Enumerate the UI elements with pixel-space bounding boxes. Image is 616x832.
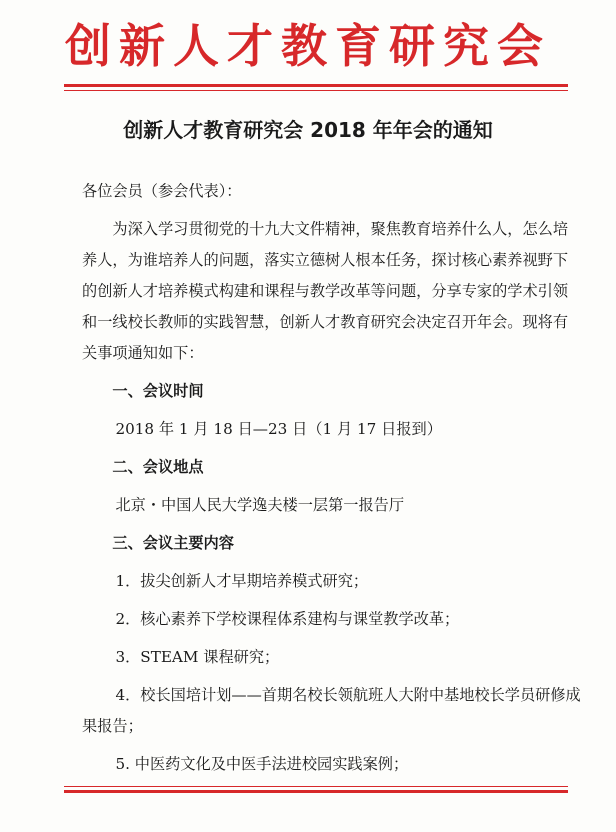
content-item: 4．校长国培计划——首期名校长领航班人大附中基地校长学员研修成果报告； <box>82 686 581 735</box>
footer-rule-thick <box>64 790 568 793</box>
section-heading-venue: 二、会议地点 <box>112 458 204 476</box>
section-content-time: 2018 年 1 月 18 日—23 日（1 月 17 日报到） <box>115 420 442 438</box>
content-item: 3．STEAM 课程研究； <box>115 648 280 666</box>
section-content-venue: 北京・中国人民大学逸夫楼一层第一报告厅 <box>115 496 404 514</box>
content-item: 2．核心素养下学校课程体系建构与课堂教学改革； <box>115 610 460 628</box>
notice-title: 创新人才教育研究会 2018 年年会的通知 <box>123 118 493 142</box>
letterhead-org-name: 创新人才教育研究会 <box>65 19 551 73</box>
footer-rule-thin <box>64 786 568 787</box>
letterhead-rule-thick <box>64 84 568 87</box>
content-item: 5. 中医药文化及中医手法进校园实践案例； <box>115 755 409 773</box>
intro-paragraph: 为深入学习贯彻党的十九大文件精神，聚焦教育培养什么人，怎么培养人，为谁培养人的问题，落实立德树人根本任务，探讨核心素养视野下的创新人才培养模式构建和课程与教学改革等问题，分享专家的学术引领和一线校长教师的实践智慧，创新人才教育研究会决定召开年会。现将有关事项通知如下： <box>82 220 569 362</box>
letterhead-rule-thin <box>64 90 568 91</box>
section-heading-content: 三、会议主要内容 <box>112 534 234 552</box>
section-heading-time: 一、会议时间 <box>112 382 204 400</box>
content-item: 1．拔尖创新人才早期培养模式研究； <box>115 572 369 590</box>
notice-body <box>82 176 582 780</box>
salutation: 各位会员（参会代表）： <box>82 182 242 200</box>
